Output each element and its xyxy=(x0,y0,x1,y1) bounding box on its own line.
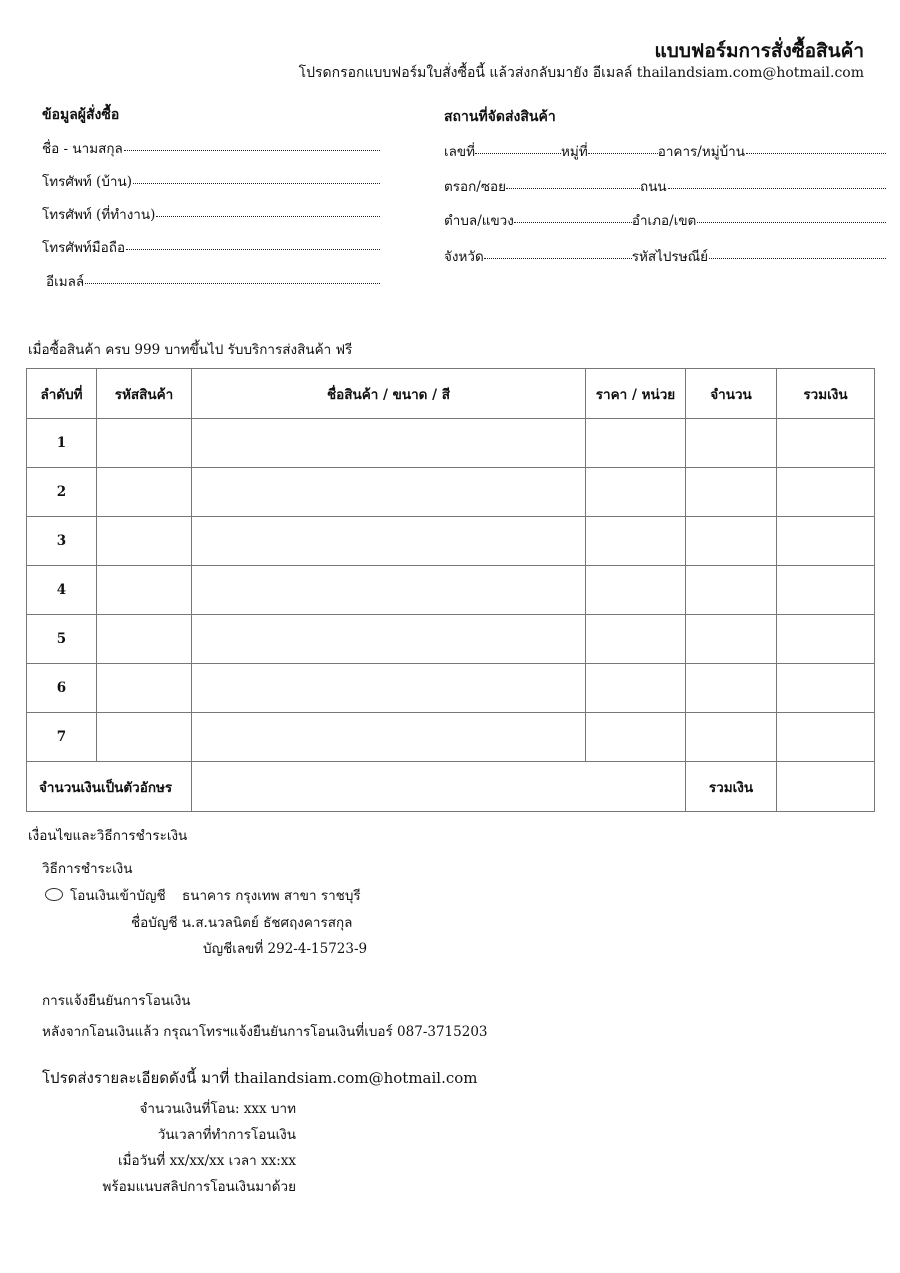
soi-label: ตรอก/ซอย xyxy=(444,179,507,195)
quantity-cell[interactable] xyxy=(686,419,777,468)
house-no-input[interactable] xyxy=(475,152,561,154)
price-cell[interactable] xyxy=(586,664,686,713)
price-cell[interactable] xyxy=(586,468,686,517)
transfer-option-label: โอนเงินเข้าบัญชี xyxy=(70,888,166,904)
quantity-cell[interactable] xyxy=(686,468,777,517)
district-label: อำเภอ/เขต xyxy=(631,213,697,229)
bank-name: ธนาคาร กรุงเทพ สาขา ราชบุรี xyxy=(182,888,361,904)
table-row xyxy=(27,615,875,664)
code-cell[interactable] xyxy=(97,713,192,762)
mobile-phone-field[interactable] xyxy=(42,236,380,258)
col-header-code: รหัสสินค้า xyxy=(97,369,192,419)
subtotal-cell[interactable] xyxy=(777,468,875,517)
subtotal-cell[interactable] xyxy=(777,615,875,664)
code-cell[interactable] xyxy=(97,615,192,664)
row-number: 6 xyxy=(27,664,97,713)
home-phone-label: โทรศัพท์ (บ้าน) xyxy=(42,174,132,190)
table-row xyxy=(27,468,875,517)
account-number: บัญชีเลขที่ 292-4-15723-9 xyxy=(203,941,368,957)
confirmation-instruction: หลังจากโอนเงินแล้ว กรุณาโทรฯแจ้งยืนยันการโอนเงินที่เบอร์ 087-3715203 xyxy=(42,1024,488,1040)
product-cell[interactable] xyxy=(192,713,586,762)
work-phone-field[interactable] xyxy=(42,203,380,225)
road-label: ถนน xyxy=(640,179,667,195)
detail-date-format: เมื่อวันที่ xx/xx/xx เวลา xx:xx xyxy=(117,1153,296,1169)
product-cell[interactable] xyxy=(192,664,586,713)
house-no-label: เลขที่ xyxy=(444,144,476,160)
total-row xyxy=(27,762,875,812)
price-cell[interactable] xyxy=(586,517,686,566)
postcode-label: รหัสไปรษณีย์ xyxy=(631,249,709,265)
code-cell[interactable] xyxy=(97,664,192,713)
home-phone-field[interactable] xyxy=(42,170,380,192)
moo-input[interactable] xyxy=(588,152,658,154)
address-line-3 xyxy=(444,209,886,231)
price-cell[interactable] xyxy=(586,419,686,468)
payment-method-heading: วิธีการชำระเงิน xyxy=(42,861,133,877)
subtotal-cell[interactable] xyxy=(777,713,875,762)
detail-slip: พร้อมแนบสลิปการโอนเงินมาด้วย xyxy=(102,1179,296,1195)
payment-conditions-heading: เงื่อนไขและวิธีการชำระเงิน xyxy=(28,828,188,844)
page-subtitle: โปรดกรอกแบบฟอร์มใบสั่งซื้อนี้ แล้วส่งกลับมายัง อีเมลล์ thailandsiam.com@hotmail.com xyxy=(298,65,864,81)
subdistrict-label: ตำบล/แขวง xyxy=(444,213,514,229)
col-header-subtotal: รวมเงิน xyxy=(777,369,875,419)
table-row xyxy=(27,713,875,762)
quantity-cell[interactable] xyxy=(686,517,777,566)
quantity-cell[interactable] xyxy=(686,615,777,664)
radio-circle-icon xyxy=(45,888,63,901)
subtotal-cell[interactable] xyxy=(777,566,875,615)
email-label: อีเมลล์ xyxy=(46,274,85,290)
amount-in-words-cell[interactable] xyxy=(192,762,686,812)
road-input[interactable] xyxy=(668,187,886,189)
table-row xyxy=(27,419,875,468)
col-header-quantity: จำนวน xyxy=(686,369,777,419)
code-cell[interactable] xyxy=(97,419,192,468)
table-header-row xyxy=(27,369,875,419)
grand-total-label: รวมเงิน xyxy=(686,762,777,812)
row-number: 4 xyxy=(27,566,97,615)
moo-label: หมู่ที่ xyxy=(561,144,588,160)
row-number: 2 xyxy=(27,468,97,517)
product-cell[interactable] xyxy=(192,419,586,468)
quantity-cell[interactable] xyxy=(686,713,777,762)
col-header-no: ลำดับที่ xyxy=(27,369,97,419)
province-input[interactable] xyxy=(484,257,632,259)
row-number: 1 xyxy=(27,419,97,468)
postcode-input[interactable] xyxy=(709,257,886,259)
detail-datetime: วันเวลาที่ทำการโอนเงิน xyxy=(157,1127,296,1143)
building-input[interactable] xyxy=(746,152,886,154)
quantity-cell[interactable] xyxy=(686,664,777,713)
address-line-1 xyxy=(444,140,886,162)
building-label: อาคาร/หมู่บ้าน xyxy=(657,144,745,160)
quantity-cell[interactable] xyxy=(686,566,777,615)
product-cell[interactable] xyxy=(192,468,586,517)
subdistrict-input[interactable] xyxy=(514,221,632,223)
free-shipping-note: เมื่อซื้อสินค้า ครบ 999 บาทขึ้นไป รับบริการส่งสินค้า ฟรี xyxy=(28,342,353,358)
code-cell[interactable] xyxy=(97,517,192,566)
province-label: จังหวัด xyxy=(444,249,484,265)
grand-total-cell[interactable] xyxy=(777,762,875,812)
soi-input[interactable] xyxy=(506,187,640,189)
product-cell[interactable] xyxy=(192,566,586,615)
product-cell[interactable] xyxy=(192,517,586,566)
price-cell[interactable] xyxy=(586,566,686,615)
transfer-radio[interactable] xyxy=(45,886,63,905)
subtotal-cell[interactable] xyxy=(777,664,875,713)
page-title: แบบฟอร์มการสั่งซื้อสินค้า xyxy=(654,40,864,62)
confirmation-heading: การแจ้งยืนยันการโอนเงิน xyxy=(42,993,191,1009)
price-cell[interactable] xyxy=(586,615,686,664)
row-number: 5 xyxy=(27,615,97,664)
order-table xyxy=(26,368,875,812)
col-header-unit-price: ราคา / หน่วย xyxy=(586,369,686,419)
product-cell[interactable] xyxy=(192,615,586,664)
price-cell[interactable] xyxy=(586,713,686,762)
subtotal-cell[interactable] xyxy=(777,419,875,468)
mobile-phone-label: โทรศัพท์มือถือ xyxy=(42,240,126,256)
table-row xyxy=(27,566,875,615)
row-number: 7 xyxy=(27,713,97,762)
email-field[interactable] xyxy=(46,270,380,292)
address-line-4 xyxy=(444,245,886,267)
subtotal-cell[interactable] xyxy=(777,517,875,566)
buyer-info-heading: ข้อมูลผู้สั่งซื้อ xyxy=(42,107,120,123)
amount-in-words-label: จำนวนเงินเป็นตัวอักษร xyxy=(27,762,192,812)
shipping-heading: สถานที่จัดส่งสินค้า xyxy=(444,109,556,125)
address-line-2 xyxy=(444,175,886,197)
row-number: 3 xyxy=(27,517,97,566)
name-field[interactable] xyxy=(42,137,380,159)
account-name: ชื่อบัญชี น.ส.นวลนิตย์ ธัชศฤงคารสกุล xyxy=(131,915,353,931)
code-cell[interactable] xyxy=(97,468,192,517)
detail-amount: จำนวนเงินที่โอน: xxx บาท xyxy=(139,1101,296,1117)
name-label: ชื่อ - นามสกุล xyxy=(42,141,123,157)
work-phone-label: โทรศัพท์ (ที่ทำงาน) xyxy=(42,207,156,223)
col-header-product: ชื่อสินค้า / ขนาด / สี xyxy=(192,369,586,419)
district-input[interactable] xyxy=(697,221,886,223)
send-details-line: โปรดส่งรายละเอียดดังนี้ มาที่ thailandsiam.com@hotmail.com xyxy=(42,1069,478,1087)
table-row xyxy=(27,517,875,566)
table-row xyxy=(27,664,875,713)
code-cell[interactable] xyxy=(97,566,192,615)
